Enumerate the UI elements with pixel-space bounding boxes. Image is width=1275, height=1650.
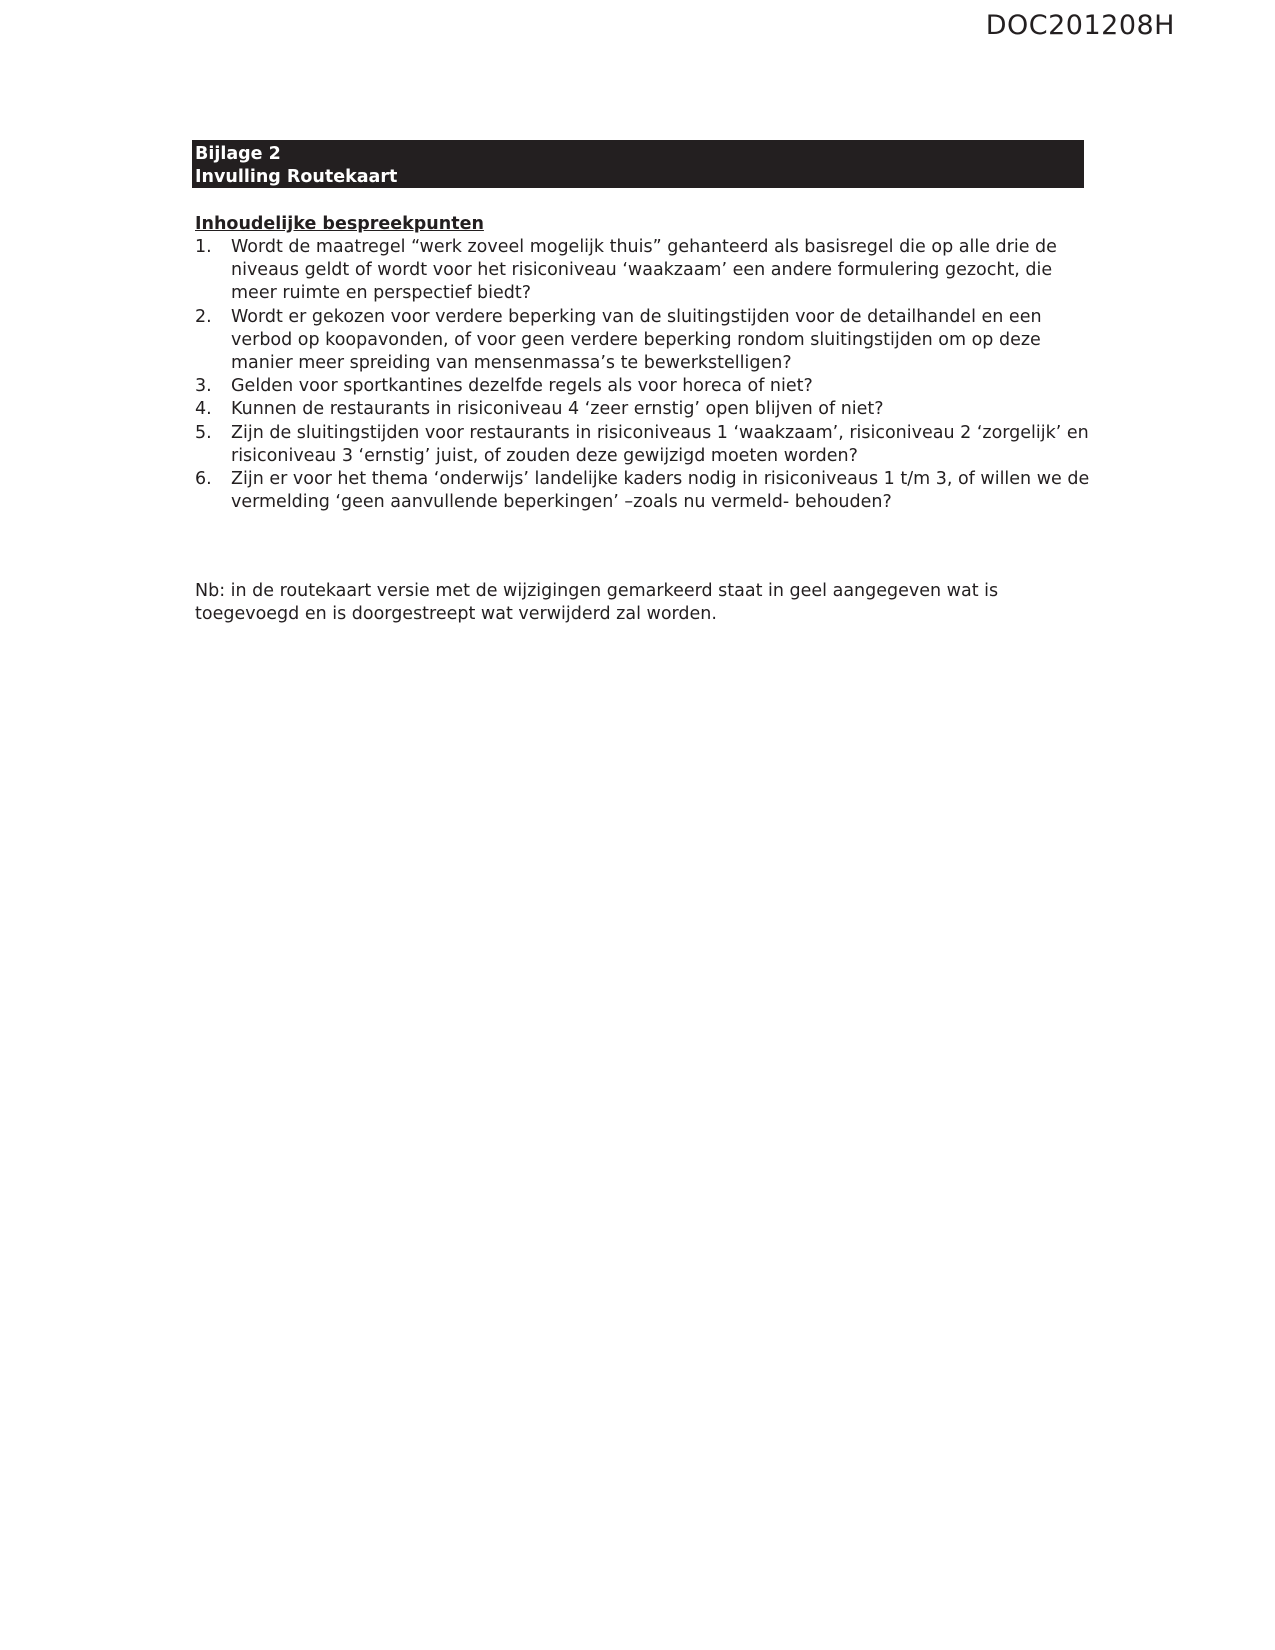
list-item	[195, 468, 1095, 514]
list-item-number: 6.	[195, 469, 212, 490]
list-item-text: Gelden voor sportkantines dezelfde regels als voor horeca of niet?	[231, 376, 813, 397]
document-code: DOC201208H	[985, 10, 1175, 41]
section-heading: Inhoudelijke bespreekpunten	[195, 214, 484, 234]
list-item-text: Wordt er gekozen voor verdere beperking van de sluitingstijden voor de detailhandel en een verbod op koopavonden, of voor geen verdere beperking rondom sluitingstijden om op deze manier meer spreiding van mensenmassa’s te bewerkstelligen?	[231, 306, 1042, 374]
list-item-text: Zijn er voor het thema ‘onderwijs’ landelijke kaders nodig in risiconiveaus 1 t/m 3, of willen we de vermelding ‘geen aanvullende beperkingen’ –zoals nu vermeld- behouden?	[231, 469, 1090, 513]
list-item-text: Zijn de sluitingstijden voor restaurants in risiconiveaus 1 ‘waakzaam’, risiconiveau 2 ‘zorgelijk’ en risiconiveau 3 ‘ernstig’ juist, of zouden deze gewijzigd moeten worden?	[231, 422, 1089, 466]
list-item-number: 3.	[195, 376, 212, 397]
discussion-points-section	[195, 213, 1095, 514]
list-item-number: 1.	[195, 237, 212, 257]
list-item-text: Kunnen de restaurants in risiconiveau 4 ‘zeer ernstig’ open blijven of niet?	[231, 399, 884, 420]
list-item-number: 2.	[195, 306, 212, 327]
title-bar-line-2: Invulling Routekaart	[195, 167, 398, 187]
list-item	[195, 306, 1095, 376]
discussion-points-list	[195, 236, 1095, 514]
list-item	[195, 398, 1095, 421]
title-bar-line-1: Bijlage 2	[195, 144, 281, 164]
list-item	[195, 375, 1095, 398]
list-item-text: Wordt de maatregel “werk zoveel mogelijk thuis” gehanteerd als basisregel die op alle drie de niveaus geldt of wordt voor het risiconiveau ‘waakzaam’ een andere formulering gezocht, die meer ruimte en perspectief biedt?	[231, 237, 1057, 304]
list-item	[195, 422, 1095, 468]
list-item-number: 4.	[195, 399, 212, 420]
list-item-number: 5.	[195, 422, 212, 443]
note-paragraph: Nb: in de routekaart versie met de wijzigingen gemarkeerd staat in geel aangegeven wat is toegevoegd en is doorgestreept wat verwijderd zal worden.	[195, 581, 999, 625]
title-bar	[192, 140, 1084, 188]
list-item	[195, 236, 1095, 306]
